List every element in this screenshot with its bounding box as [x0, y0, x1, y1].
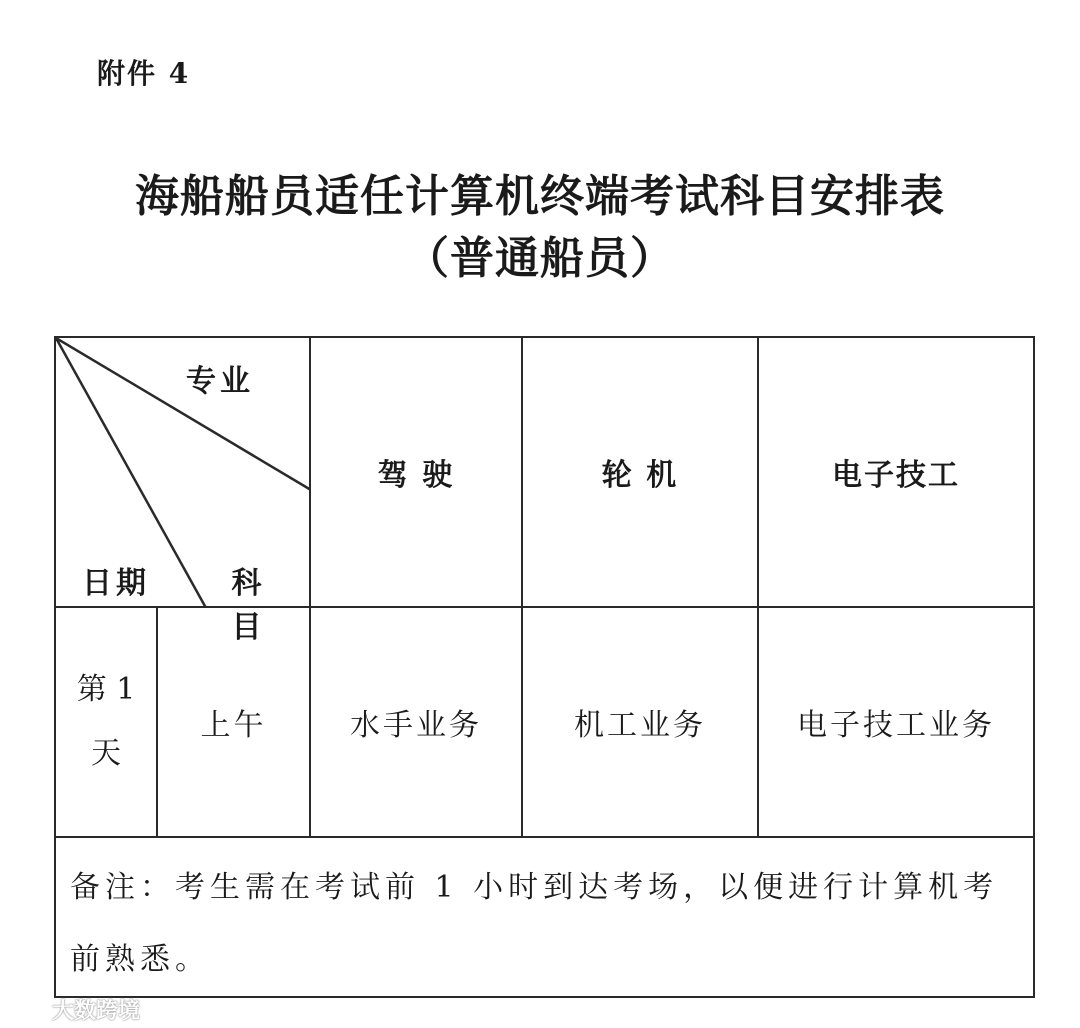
subject-label: 科 目: [231, 566, 282, 645]
column-header-navigation: 驾 驶: [310, 337, 522, 607]
watermark-logo-icon: [6, 999, 46, 1021]
diagonal-line-major: [56, 338, 311, 490]
exam-schedule-table: [54, 336, 1035, 998]
subject-navigation-cell: 水手业务: [310, 607, 522, 837]
day-label: 第 1 天: [76, 672, 136, 771]
watermark-text: 大数跨境: [52, 999, 141, 1024]
subject-electro-technical-cell: 电子技工业务: [758, 607, 1034, 837]
date-label: 日期: [82, 566, 150, 601]
diagonal-header-cell: [55, 337, 310, 645]
watermark: [6, 994, 140, 1025]
document-title: 海船船员适任计算机终端考试科目安排表: [135, 171, 945, 222]
column-header-electro-technical: 电子技工: [758, 337, 1034, 607]
remarks-note: 备注：考生需在考试前 1 小时到达考场，以便进行计算机考前熟悉。: [55, 837, 1034, 997]
major-label: 专业: [186, 364, 254, 399]
attachment-number: 附件 4: [97, 57, 191, 90]
day-cell: [55, 607, 157, 837]
document-subtitle: （普通船员）: [405, 233, 675, 284]
note-row: [55, 837, 1034, 997]
column-header-engine: 轮 机: [522, 337, 758, 607]
table-header-row: [55, 337, 1034, 607]
table-row: [55, 607, 1034, 837]
subject-engine-cell: 机工业务: [522, 607, 758, 837]
session-cell: 上午: [157, 607, 310, 837]
